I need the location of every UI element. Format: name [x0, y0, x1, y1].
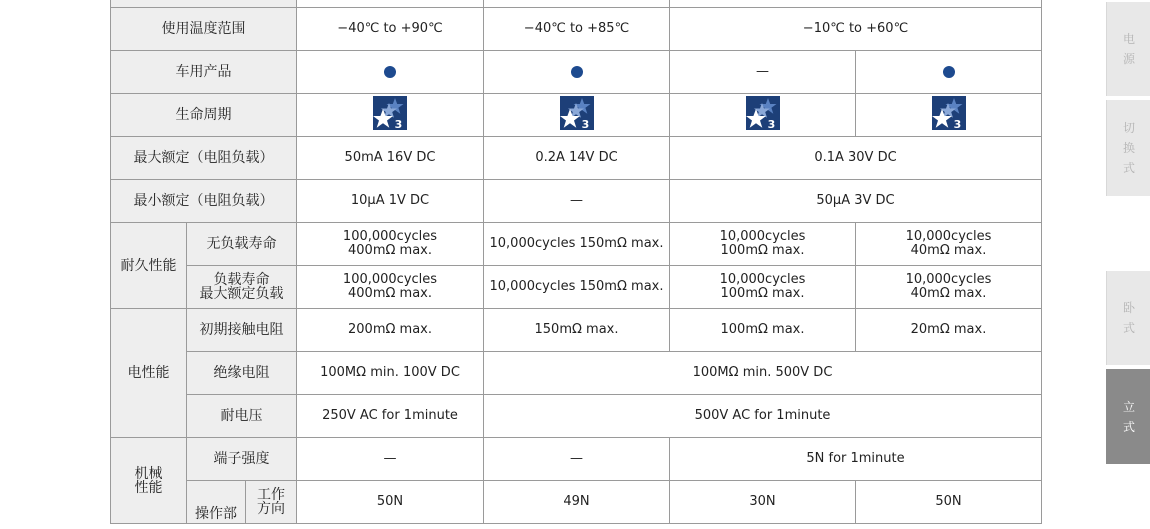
cell-line: 10,000cycles 150mΩ max. — [489, 279, 664, 294]
cell: 100mΩ max. — [670, 309, 856, 352]
side-tab-vertical[interactable] — [1106, 369, 1150, 464]
cell: 50mA 16V DC — [297, 137, 484, 180]
cell: 50μA 3V DC — [670, 180, 1042, 223]
table-row — [111, 180, 1042, 223]
cell — [484, 0, 670, 8]
svg-text:3: 3 — [581, 118, 589, 130]
side-tab-char: 电 — [1122, 32, 1135, 46]
side-tab-char: 源 — [1122, 52, 1135, 66]
table-row — [111, 352, 1042, 395]
table-row — [111, 481, 1042, 524]
lifecycle-star-3-icon — [560, 96, 594, 134]
cell — [856, 51, 1042, 94]
lifecycle-star-3-icon — [373, 96, 407, 134]
cell-line: 10,000cycles — [905, 272, 992, 287]
subgroup-label-actuator: 操作部 — [187, 481, 246, 524]
cell — [670, 51, 856, 94]
table-row — [111, 223, 1042, 266]
svg-text:3: 3 — [953, 118, 961, 130]
cell-line: 10,000cycles 150mΩ max. — [489, 236, 664, 251]
cell — [670, 0, 1042, 8]
cell — [856, 223, 1042, 266]
cell — [670, 94, 856, 137]
cell-line: 10,000cycles — [905, 229, 992, 244]
cell — [484, 266, 670, 309]
table-row — [111, 438, 1042, 481]
cell — [856, 94, 1042, 137]
cell-line: 10,000cycles — [719, 229, 806, 244]
cell-line: 10,000cycles — [719, 272, 806, 287]
row-label-no-load-life: 无负载寿命 — [187, 223, 297, 266]
svg-text:3: 3 — [767, 118, 775, 130]
lifecycle-star-3-icon — [746, 96, 780, 134]
group-label-electrical: 电性能 — [111, 309, 187, 438]
cell-line: 40mΩ max. — [910, 243, 987, 258]
row-label-lifecycle: 生命周期 — [111, 94, 297, 137]
row-label-operating-direction — [246, 481, 297, 524]
label-line: 工作 — [257, 487, 285, 503]
table-row — [111, 94, 1042, 137]
table-row — [111, 8, 1042, 51]
row-label-min-rating: 最小额定（电阻负载） — [111, 180, 297, 223]
cell: −10℃ to +60℃ — [670, 8, 1042, 51]
cell: 50N — [856, 481, 1042, 524]
cell: 0.2A 14V DC — [484, 137, 670, 180]
table-row — [111, 51, 1042, 94]
cell — [484, 94, 670, 137]
cell — [297, 51, 484, 94]
side-tab-char: 立 — [1122, 399, 1135, 414]
cell: — — [484, 180, 670, 223]
row-label-insulation: 绝缘电阻 — [187, 352, 297, 395]
cell — [856, 266, 1042, 309]
cell: — — [297, 438, 484, 481]
cell: 500V AC for 1minute — [484, 395, 1042, 438]
group-label-mechanical — [111, 438, 187, 524]
cell: 0.1A 30V DC — [670, 137, 1042, 180]
cell-line: 400mΩ max. — [348, 286, 432, 301]
cell: 150mΩ max. — [484, 309, 670, 352]
row-label — [111, 0, 297, 8]
cell: 50N — [297, 481, 484, 524]
row-label-automotive: 车用产品 — [111, 51, 297, 94]
side-tab-char: 式 — [1122, 321, 1135, 335]
cell-line: 100,000cycles — [342, 272, 438, 287]
cell: — — [484, 438, 670, 481]
table-row — [111, 0, 1042, 8]
cell-line: 400mΩ max. — [348, 243, 432, 258]
cell: 30N — [670, 481, 856, 524]
cell: 250V AC for 1minute — [297, 395, 484, 438]
label-line: 最大额定负载 — [199, 286, 284, 302]
cell — [670, 266, 856, 309]
label-line: 机械 — [134, 465, 163, 482]
label-line: 性能 — [134, 479, 163, 496]
side-tab-horizontal[interactable] — [1106, 271, 1150, 365]
side-tab-char: 式 — [1122, 161, 1135, 175]
cell: −40℃ to +90℃ — [297, 8, 484, 51]
row-label-contact-resistance: 初期接触电阻 — [187, 309, 297, 352]
side-tab-char: 式 — [1122, 419, 1135, 434]
cell — [297, 94, 484, 137]
side-tab-switching[interactable] — [1106, 100, 1150, 196]
label-line: 方向 — [257, 501, 285, 517]
filled-dot-icon — [384, 66, 396, 78]
cell — [670, 223, 856, 266]
cell: 10μA 1V DC — [297, 180, 484, 223]
row-label-terminal-strength: 端子强度 — [187, 438, 297, 481]
dash-text: — — [756, 64, 769, 79]
label-line: 负载寿命 — [213, 272, 270, 288]
cell: 100MΩ min. 500V DC — [484, 352, 1042, 395]
lifecycle-star-3-icon — [932, 96, 966, 134]
cell — [297, 0, 484, 8]
table-row — [111, 266, 1042, 309]
cell: 5N for 1minute — [670, 438, 1042, 481]
filled-dot-icon — [943, 66, 955, 78]
cell — [484, 51, 670, 94]
cell — [484, 223, 670, 266]
cell-line: 40mΩ max. — [910, 286, 987, 301]
side-tab-char: 换 — [1122, 141, 1135, 155]
table-row — [111, 395, 1042, 438]
side-tab-char: 切 — [1122, 121, 1135, 135]
cell: 200mΩ max. — [297, 309, 484, 352]
cell: 20mΩ max. — [856, 309, 1042, 352]
table-row — [111, 309, 1042, 352]
row-label-load-life — [187, 266, 297, 309]
side-tab-char: 卧 — [1122, 301, 1135, 315]
cell-line: 100mΩ max. — [720, 286, 805, 301]
side-tab-power[interactable] — [1106, 2, 1150, 96]
cell: 100MΩ min. 100V DC — [297, 352, 484, 395]
cell-line: 100mΩ max. — [720, 243, 805, 258]
filled-dot-icon — [571, 66, 583, 78]
cell-line: 100,000cycles — [342, 229, 438, 244]
table-row — [111, 137, 1042, 180]
row-label-temperature: 使用温度范围 — [111, 8, 297, 51]
cell — [297, 223, 484, 266]
cell — [297, 266, 484, 309]
row-label-max-rating: 最大额定（电阻负载） — [111, 137, 297, 180]
group-label-durability: 耐久性能 — [111, 223, 187, 309]
row-label-withstand-voltage: 耐电压 — [187, 395, 297, 438]
spec-table — [110, 0, 1042, 524]
cell: −40℃ to +85℃ — [484, 8, 670, 51]
cell: 49N — [484, 481, 670, 524]
svg-text:3: 3 — [394, 118, 403, 130]
